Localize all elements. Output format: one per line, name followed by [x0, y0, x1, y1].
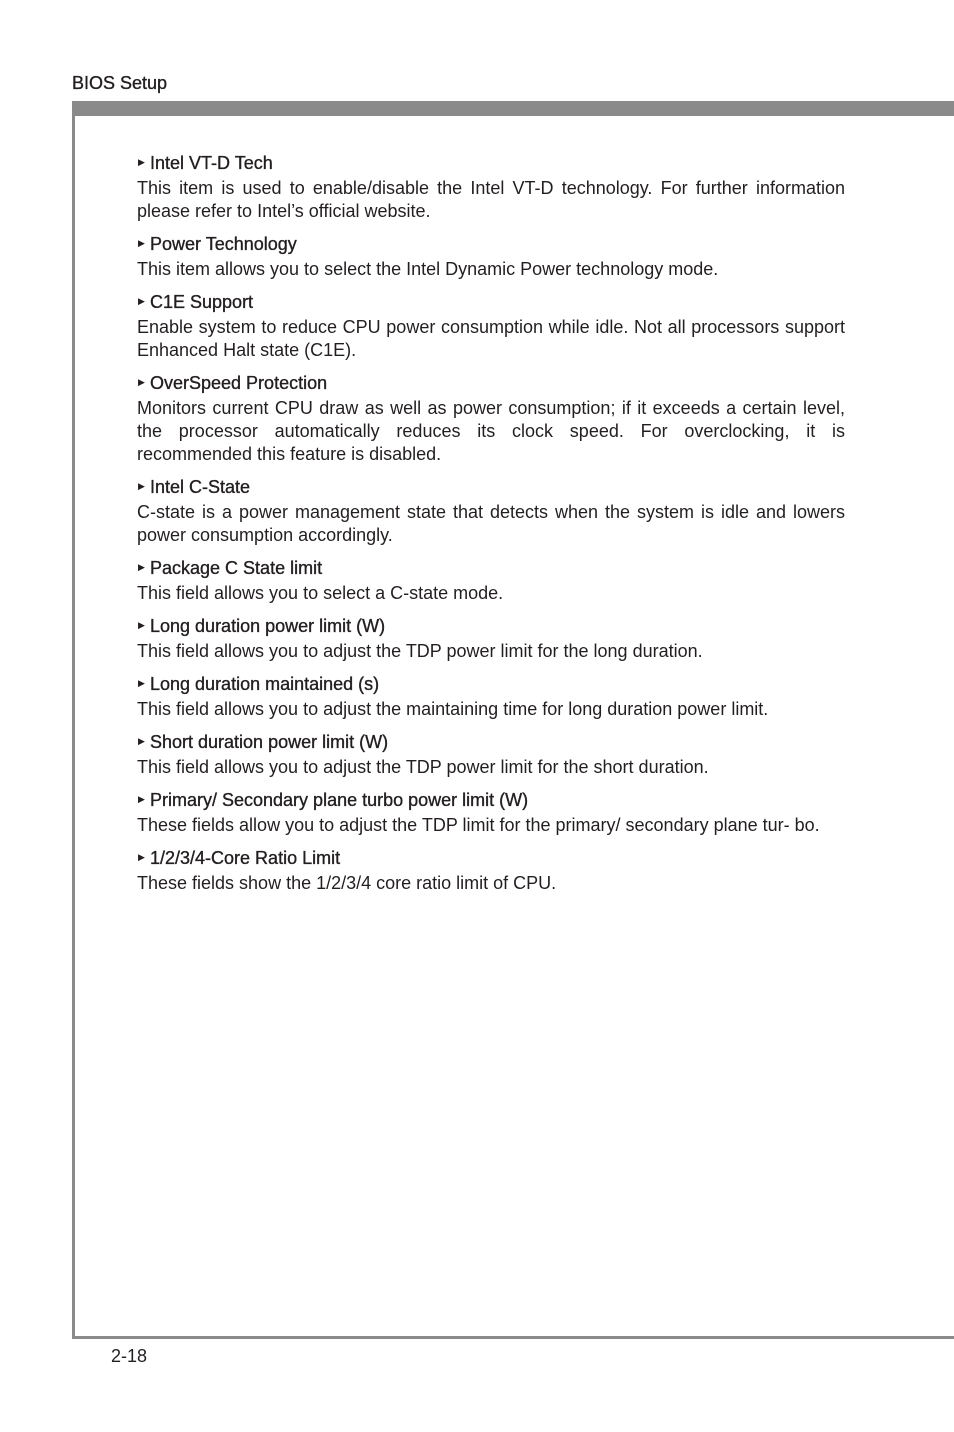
setting-item [137, 291, 845, 362]
triangle-right-icon: ▶ [138, 736, 145, 746]
setting-heading [138, 847, 845, 869]
setting-heading-label: Package C State limit [150, 558, 323, 578]
setting-heading-label: Intel C-State [150, 477, 251, 497]
triangle-right-icon: ▶ [138, 852, 145, 862]
setting-heading [138, 233, 845, 255]
page-number: 2-18 [111, 1346, 148, 1366]
setting-description: This field allows you to select a C-state mode. [137, 583, 504, 603]
triangle-right-icon: ▶ [138, 562, 145, 572]
setting-heading [138, 152, 845, 174]
setting-heading [138, 789, 845, 811]
section-content [137, 152, 845, 905]
setting-item [137, 731, 845, 779]
setting-heading [138, 372, 845, 394]
setting-heading [138, 673, 845, 695]
setting-item [137, 673, 845, 721]
left-margin-rule [72, 101, 75, 1338]
setting-description: These fields allow you to adjust the TDP limit for the primary/ secondary plane tur- bo. [137, 815, 820, 835]
setting-description: C-state is a power management state that detects when the system is idle and lowers power consumption accordingly. [137, 502, 845, 545]
setting-heading [138, 291, 845, 313]
triangle-right-icon: ▶ [138, 678, 145, 688]
setting-item [137, 476, 845, 547]
triangle-right-icon: ▶ [138, 377, 145, 387]
setting-description: Monitors current CPU draw as well as power consumption; if it exceeds a certain level, the processor automatically reduces its clock speed. For overclocking, it is recommended this feature is disabled. [137, 398, 845, 464]
bottom-rule [72, 1336, 954, 1339]
page-header-title: BIOS Setup [72, 73, 168, 93]
setting-heading-label: Long duration maintained (s) [150, 674, 380, 694]
triangle-right-icon: ▶ [138, 157, 145, 167]
triangle-right-icon: ▶ [138, 794, 145, 804]
setting-description: This item allows you to select the Intel Dynamic Power technology mode. [137, 259, 719, 279]
triangle-right-icon: ▶ [138, 481, 145, 491]
setting-description: This item is used to enable/disable the Intel VT-D technology. For further information please refer to Intel’s official website. [137, 178, 845, 221]
setting-heading-label: Long duration power limit (W) [150, 616, 386, 636]
setting-item [137, 152, 845, 223]
setting-heading-label: Short duration power limit (W) [150, 732, 389, 752]
triangle-right-icon: ▶ [138, 238, 145, 248]
setting-description: Enable system to reduce CPU power consumption while idle. Not all processors support Enhanced Halt state (C1E). [137, 317, 845, 360]
setting-description: These fields show the 1/2/3/4 core ratio limit of CPU. [137, 873, 557, 893]
triangle-right-icon: ▶ [138, 620, 145, 630]
setting-item [137, 372, 845, 466]
setting-heading-label: C1E Support [150, 292, 254, 312]
setting-heading [138, 476, 845, 498]
setting-description: This field allows you to adjust the TDP power limit for the short duration. [137, 757, 709, 777]
setting-heading-label: 1/2/3/4-Core Ratio Limit [150, 848, 341, 868]
triangle-right-icon: ▶ [138, 296, 145, 306]
setting-description: This field allows you to adjust the maintaining time for long duration power limit. [137, 699, 769, 719]
setting-item [137, 789, 845, 837]
setting-heading [138, 557, 845, 579]
setting-heading-label: OverSpeed Protection [150, 373, 328, 393]
setting-item [137, 615, 845, 663]
setting-heading [138, 615, 845, 637]
setting-heading-label: Primary/ Secondary plane turbo power limit (W) [150, 790, 529, 810]
setting-item [137, 847, 845, 895]
header-rule-bar [72, 101, 954, 116]
setting-heading [138, 731, 845, 753]
setting-heading-label: Power Technology [150, 234, 297, 254]
setting-heading-label: Intel VT-D Tech [150, 153, 273, 173]
setting-item [137, 557, 845, 605]
setting-item [137, 233, 845, 281]
setting-description: This field allows you to adjust the TDP power limit for the long duration. [137, 641, 703, 661]
